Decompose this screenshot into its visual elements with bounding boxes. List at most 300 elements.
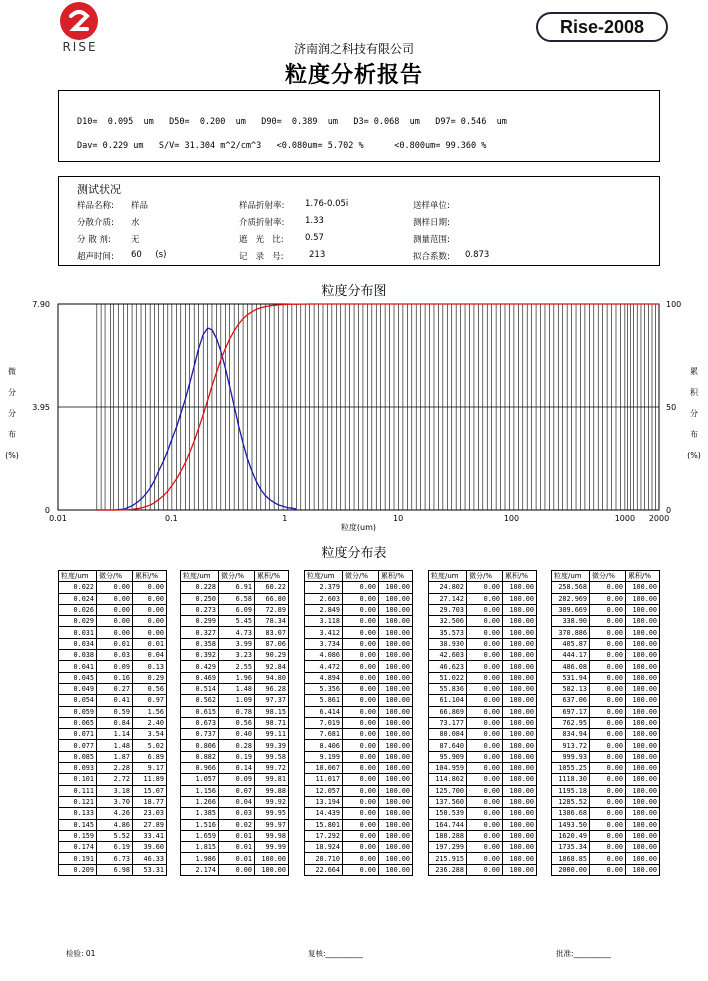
table-row bbox=[59, 638, 167, 649]
table-cell: 0.00 bbox=[343, 740, 379, 751]
table-cell: 100.00 bbox=[379, 661, 413, 672]
table-cell: 0.00 bbox=[97, 604, 133, 615]
table-row bbox=[429, 774, 537, 785]
medium-ri-value: 1.33 bbox=[305, 216, 324, 226]
table-header-cell: 微分/% bbox=[219, 571, 255, 582]
table-row bbox=[552, 842, 660, 853]
table-cell: 14.439 bbox=[305, 808, 343, 819]
table-cell: 100.00 bbox=[503, 706, 537, 717]
table-cell: 0.03 bbox=[219, 808, 255, 819]
table-cell: 164.744 bbox=[429, 819, 467, 830]
table-cell: 46.623 bbox=[429, 661, 467, 672]
test-range-label: 测量范围: bbox=[413, 235, 450, 245]
table-header-cell: 累积/% bbox=[133, 571, 167, 582]
y-left-tick-label: 7.90 bbox=[32, 300, 50, 309]
table-cell: 100.00 bbox=[503, 683, 537, 694]
table-cell: 99.99 bbox=[255, 842, 289, 853]
table-row bbox=[305, 751, 413, 762]
table-cell: 180.288 bbox=[429, 830, 467, 841]
x-tick-label: 0.1 bbox=[165, 514, 178, 523]
table-cell: 309.669 bbox=[552, 604, 590, 615]
table-cell: 0.84 bbox=[97, 717, 133, 728]
table-cell: 0.00 bbox=[590, 672, 626, 683]
table-cell: 197.299 bbox=[429, 842, 467, 853]
table-cell: 0.00 bbox=[467, 683, 503, 694]
table-header-cell: 粒度/um bbox=[181, 571, 219, 582]
table-cell: 0.737 bbox=[181, 729, 219, 740]
table-cell: 0.209 bbox=[59, 864, 97, 875]
table-cell: 0.00 bbox=[467, 661, 503, 672]
table-cell: 0.00 bbox=[467, 604, 503, 615]
table-group-4 bbox=[428, 570, 537, 876]
table-cell: 0.00 bbox=[343, 627, 379, 638]
table-cell: 100.00 bbox=[503, 650, 537, 661]
table-cell: 100.00 bbox=[626, 706, 660, 717]
table-cell: 0.00 bbox=[590, 616, 626, 627]
table-row bbox=[181, 593, 289, 604]
table-cell: 125.700 bbox=[429, 785, 467, 796]
table-cell: 3.70 bbox=[97, 796, 133, 807]
table-cell: 0.029 bbox=[59, 616, 97, 627]
table-cell: 0.273 bbox=[181, 604, 219, 615]
table-title: 粒度分布表 bbox=[321, 546, 387, 561]
table-row bbox=[59, 627, 167, 638]
table-header-cell: 粒度/um bbox=[552, 571, 590, 582]
table-cell: 0.00 bbox=[467, 808, 503, 819]
table-cell: 0.00 bbox=[343, 717, 379, 728]
table-row bbox=[552, 683, 660, 694]
table-row bbox=[552, 582, 660, 593]
table-cell: 0.00 bbox=[219, 864, 255, 875]
table-cell: 637.06 bbox=[552, 695, 590, 706]
table-cell: 1.986 bbox=[181, 853, 219, 864]
table-cell: 15.07 bbox=[133, 785, 167, 796]
table-row bbox=[429, 616, 537, 627]
table-cell: 0.00 bbox=[343, 593, 379, 604]
table-cell: 27.89 bbox=[133, 819, 167, 830]
table-cell: 100.00 bbox=[379, 763, 413, 774]
table-cell: 0.00 bbox=[590, 774, 626, 785]
table-cell: 0.469 bbox=[181, 672, 219, 683]
report-title: 粒度分析报告 bbox=[284, 63, 423, 88]
table-cell: 100.00 bbox=[626, 717, 660, 728]
table-cell: 0.00 bbox=[467, 638, 503, 649]
table-row bbox=[305, 683, 413, 694]
table-cell: 100.00 bbox=[626, 695, 660, 706]
table-row bbox=[429, 808, 537, 819]
table-row bbox=[181, 763, 289, 774]
table-cell: 0.562 bbox=[181, 695, 219, 706]
table-row bbox=[181, 729, 289, 740]
medium-ri-label: 介质折射率: bbox=[239, 218, 285, 228]
table-cell: 100.00 bbox=[503, 616, 537, 627]
table-cell: 51.022 bbox=[429, 672, 467, 683]
table-cell: 2.28 bbox=[97, 763, 133, 774]
table-cell: 99.88 bbox=[255, 785, 289, 796]
y-right-tick-label: 100 bbox=[666, 300, 682, 309]
table-cell: 29.703 bbox=[429, 604, 467, 615]
table-cell: 0.121 bbox=[59, 796, 97, 807]
table-row bbox=[429, 661, 537, 672]
table-cell: 0.00 bbox=[343, 729, 379, 740]
table-cell: 100.00 bbox=[379, 616, 413, 627]
table-cell: 0.01 bbox=[97, 638, 133, 649]
table-row bbox=[59, 582, 167, 593]
table-cell: 215.915 bbox=[429, 853, 467, 864]
table-cell: 66.80 bbox=[255, 593, 289, 604]
table-cell: 100.00 bbox=[503, 604, 537, 615]
table-cell: 100.00 bbox=[379, 593, 413, 604]
table-cell: 0.40 bbox=[219, 729, 255, 740]
table-cell: 100.00 bbox=[503, 842, 537, 853]
table-row bbox=[59, 853, 167, 864]
table-row bbox=[181, 582, 289, 593]
table-row bbox=[305, 796, 413, 807]
table-cell: 137.560 bbox=[429, 796, 467, 807]
table-row bbox=[181, 627, 289, 638]
table-row bbox=[429, 604, 537, 615]
summary-line-2: Dav= 0.229 um S/V= 31.304 m^2/cm^3 <0.080um= 5.702 % <0.800um= 99.360 % bbox=[77, 141, 487, 151]
table-cell: 0.514 bbox=[181, 683, 219, 694]
table-cell: 0.00 bbox=[467, 819, 503, 830]
table-cell: 258.568 bbox=[552, 582, 590, 593]
table-cell: 100.00 bbox=[379, 672, 413, 683]
table-cell: 99.81 bbox=[255, 774, 289, 785]
table-cell: 1.385 bbox=[181, 808, 219, 819]
table-row bbox=[305, 763, 413, 774]
table-cell: 1735.34 bbox=[552, 842, 590, 853]
table-cell: 100.00 bbox=[379, 774, 413, 785]
table-cell: 1.659 bbox=[181, 830, 219, 841]
table-cell: 0.00 bbox=[343, 853, 379, 864]
table-row bbox=[552, 853, 660, 864]
table-cell: 4.26 bbox=[97, 808, 133, 819]
table-cell: 3.23 bbox=[219, 650, 255, 661]
table-cell: 0.00 bbox=[343, 661, 379, 672]
table-cell: 3.18 bbox=[97, 785, 133, 796]
table-cell: 1055.25 bbox=[552, 763, 590, 774]
table-cell: 100.00 bbox=[626, 796, 660, 807]
table-row bbox=[59, 796, 167, 807]
table-cell: 0.00 bbox=[97, 616, 133, 627]
table-row bbox=[429, 819, 537, 830]
table-row bbox=[305, 853, 413, 864]
table-header-row bbox=[181, 571, 289, 582]
table-row bbox=[305, 729, 413, 740]
reviewer-field: 复核:__________ bbox=[308, 949, 364, 958]
table-row bbox=[305, 706, 413, 717]
table-cell: 100.00 bbox=[379, 627, 413, 638]
table-cell: 33.41 bbox=[133, 830, 167, 841]
table-cell: 0.00 bbox=[590, 717, 626, 728]
table-cell: 24.802 bbox=[429, 582, 467, 593]
table-row bbox=[429, 842, 537, 853]
table-cell: 100.00 bbox=[626, 763, 660, 774]
table-row bbox=[429, 864, 537, 875]
table-cell: 0.054 bbox=[59, 695, 97, 706]
table-cell: 100.00 bbox=[379, 683, 413, 694]
table-cell: 100.00 bbox=[379, 751, 413, 762]
table-cell: 100.00 bbox=[503, 695, 537, 706]
table-row bbox=[429, 627, 537, 638]
table-row bbox=[429, 785, 537, 796]
table-cell: 0.00 bbox=[590, 604, 626, 615]
table-cell: 0.00 bbox=[467, 616, 503, 627]
table-cell: 7.681 bbox=[305, 729, 343, 740]
table-cell: 100.00 bbox=[626, 785, 660, 796]
table-cell: 96.28 bbox=[255, 683, 289, 694]
table-cell: 1493.50 bbox=[552, 819, 590, 830]
table-cell: 1.516 bbox=[181, 819, 219, 830]
table-cell: 0.00 bbox=[343, 638, 379, 649]
table-header-cell: 累积/% bbox=[255, 571, 289, 582]
table-cell: 100.00 bbox=[503, 785, 537, 796]
table-cell: 3.412 bbox=[305, 627, 343, 638]
table-row bbox=[305, 808, 413, 819]
table-row bbox=[59, 751, 167, 762]
table-cell: 0.00 bbox=[467, 627, 503, 638]
table-cell: 0.00 bbox=[467, 763, 503, 774]
table-cell: 100.00 bbox=[379, 717, 413, 728]
table-cell: 17.292 bbox=[305, 830, 343, 841]
table-cell: 100.00 bbox=[503, 864, 537, 875]
table-cell: 98.71 bbox=[255, 717, 289, 728]
conditions-heading: 测试状况 bbox=[77, 183, 121, 196]
table-row bbox=[59, 774, 167, 785]
table-cell: 0.299 bbox=[181, 616, 219, 627]
table-row bbox=[429, 830, 537, 841]
table-row bbox=[59, 842, 167, 853]
table-cell: 100.00 bbox=[503, 672, 537, 683]
table-cell: 3.54 bbox=[133, 729, 167, 740]
table-cell: 0.111 bbox=[59, 785, 97, 796]
table-cell: 0.00 bbox=[467, 650, 503, 661]
table-cell: 20.710 bbox=[305, 853, 343, 864]
table-row bbox=[552, 706, 660, 717]
dispersant-value: 无 bbox=[131, 235, 140, 245]
table-cell: 0.00 bbox=[343, 672, 379, 683]
table-cell: 100.00 bbox=[626, 808, 660, 819]
table-row bbox=[305, 650, 413, 661]
table-row bbox=[429, 763, 537, 774]
table-cell: 99.95 bbox=[255, 808, 289, 819]
table-cell: 0.00 bbox=[590, 796, 626, 807]
table-cell: 0.00 bbox=[467, 582, 503, 593]
table-cell: 370.886 bbox=[552, 627, 590, 638]
table-cell: 0.00 bbox=[97, 593, 133, 604]
table-cell: 4.894 bbox=[305, 672, 343, 683]
table-cell: 11.017 bbox=[305, 774, 343, 785]
table-cell: 0.00 bbox=[467, 706, 503, 717]
table-cell: 0.00 bbox=[343, 796, 379, 807]
table-cell: 0.00 bbox=[590, 661, 626, 672]
table-row bbox=[59, 864, 167, 875]
table-row bbox=[181, 672, 289, 683]
table-cell: 531.94 bbox=[552, 672, 590, 683]
inspector-field: 检验: 01 bbox=[66, 949, 96, 958]
table-cell: 100.00 bbox=[626, 672, 660, 683]
table-cell: 1.156 bbox=[181, 785, 219, 796]
sample-ri-value: 1.76-0.05i bbox=[305, 199, 349, 209]
table-cell: 0.045 bbox=[59, 672, 97, 683]
y-right-axis-label: 累 bbox=[690, 367, 698, 376]
table-row bbox=[552, 729, 660, 740]
table-cell: 100.00 bbox=[626, 593, 660, 604]
table-row bbox=[429, 796, 537, 807]
conditions-box bbox=[58, 176, 660, 266]
table-cell: 100.00 bbox=[503, 582, 537, 593]
table-cell: 100.00 bbox=[626, 616, 660, 627]
table-cell: 0.00 bbox=[590, 650, 626, 661]
table-cell: 0.00 bbox=[467, 717, 503, 728]
table-row bbox=[59, 650, 167, 661]
table-cell: 0.01 bbox=[133, 638, 167, 649]
table-group-3 bbox=[304, 570, 413, 876]
table-row bbox=[429, 706, 537, 717]
table-cell: 0.673 bbox=[181, 717, 219, 728]
table-cell: 0.00 bbox=[343, 650, 379, 661]
table-cell: 83.07 bbox=[255, 627, 289, 638]
table-cell: 13.194 bbox=[305, 796, 343, 807]
table-cell: 0.00 bbox=[590, 582, 626, 593]
table-cell: 100.00 bbox=[379, 650, 413, 661]
table-cell: 66.869 bbox=[429, 706, 467, 717]
test-date-label: 测样日期: bbox=[413, 218, 450, 228]
table-cell: 94.80 bbox=[255, 672, 289, 683]
table-cell: 0.00 bbox=[467, 830, 503, 841]
table-row bbox=[181, 785, 289, 796]
table-cell: 2.603 bbox=[305, 593, 343, 604]
table-cell: 1620.49 bbox=[552, 830, 590, 841]
table-cell: 18.77 bbox=[133, 796, 167, 807]
table-row bbox=[305, 672, 413, 683]
table-cell: 0.966 bbox=[181, 763, 219, 774]
table-row bbox=[552, 695, 660, 706]
table-cell: 6.58 bbox=[219, 593, 255, 604]
y-left-axis-label: 分 bbox=[8, 388, 16, 397]
table-cell: 0.00 bbox=[97, 582, 133, 593]
table-cell: 0.00 bbox=[343, 830, 379, 841]
table-row bbox=[181, 864, 289, 875]
table-cell: 0.00 bbox=[590, 842, 626, 853]
table-cell: 0.00 bbox=[467, 842, 503, 853]
table-row bbox=[181, 717, 289, 728]
table-row bbox=[429, 729, 537, 740]
table-header-cell: 粒度/um bbox=[305, 571, 343, 582]
table-cell: 100.00 bbox=[503, 729, 537, 740]
table-cell: 0.00 bbox=[590, 763, 626, 774]
table-cell: 0.00 bbox=[133, 593, 167, 604]
y-right-axis-label: 分 bbox=[690, 409, 698, 418]
table-cell: 100.00 bbox=[379, 796, 413, 807]
table-row bbox=[181, 638, 289, 649]
company-logo bbox=[60, 2, 98, 40]
table-row bbox=[59, 729, 167, 740]
table-cell: 0.56 bbox=[219, 717, 255, 728]
table-cell: 0.29 bbox=[133, 672, 167, 683]
table-cell: 100.00 bbox=[379, 638, 413, 649]
table-cell: 2000.00 bbox=[552, 864, 590, 875]
table-cell: 100.00 bbox=[379, 808, 413, 819]
table-cell: 5.356 bbox=[305, 683, 343, 694]
table-header-cell: 微分/% bbox=[467, 571, 503, 582]
table-cell: 100.00 bbox=[503, 740, 537, 751]
table-cell: 1.87 bbox=[97, 751, 133, 762]
table-cell: 100.00 bbox=[379, 729, 413, 740]
table-cell: 0.077 bbox=[59, 740, 97, 751]
table-cell: 38.930 bbox=[429, 638, 467, 649]
table-cell: 0.00 bbox=[343, 819, 379, 830]
table-cell: 100.00 bbox=[503, 830, 537, 841]
table-cell: 444.17 bbox=[552, 650, 590, 661]
table-cell: 0.00 bbox=[467, 853, 503, 864]
table-cell: 7.019 bbox=[305, 717, 343, 728]
table-row bbox=[429, 683, 537, 694]
table-cell: 0.358 bbox=[181, 638, 219, 649]
dispersion-medium-label: 分散介质: bbox=[77, 218, 114, 228]
table-cell: 3.99 bbox=[219, 638, 255, 649]
table-cell: 0.00 bbox=[467, 593, 503, 604]
table-cell: 0.00 bbox=[590, 638, 626, 649]
table-cell: 0.085 bbox=[59, 751, 97, 762]
table-cell: 0.00 bbox=[467, 774, 503, 785]
table-cell: 0.071 bbox=[59, 729, 97, 740]
table-cell: 0.00 bbox=[133, 616, 167, 627]
table-cell: 60.22 bbox=[255, 582, 289, 593]
table-header-cell: 微分/% bbox=[97, 571, 133, 582]
table-row bbox=[552, 864, 660, 875]
table-row bbox=[305, 830, 413, 841]
table-cell: 22.664 bbox=[305, 864, 343, 875]
table-row bbox=[552, 740, 660, 751]
table-cell: 6.98 bbox=[97, 864, 133, 875]
table-cell: 762.95 bbox=[552, 717, 590, 728]
table-row bbox=[552, 661, 660, 672]
table-cell: 78.34 bbox=[255, 616, 289, 627]
table-header-cell: 微分/% bbox=[343, 571, 379, 582]
table-cell: 0.00 bbox=[590, 627, 626, 638]
y-right-axis-label: 积 bbox=[690, 388, 698, 397]
table-row bbox=[59, 616, 167, 627]
table-cell: 0.41 bbox=[97, 695, 133, 706]
table-header-row bbox=[305, 571, 413, 582]
table-cell: 3.118 bbox=[305, 616, 343, 627]
table-cell: 582.13 bbox=[552, 683, 590, 694]
y-right-tick-label: 50 bbox=[666, 403, 677, 412]
table-cell: 100.00 bbox=[503, 763, 537, 774]
table-cell: 0.022 bbox=[59, 582, 97, 593]
table-cell: 100.00 bbox=[379, 864, 413, 875]
table-row bbox=[59, 604, 167, 615]
x-tick-label: 1000 bbox=[614, 514, 636, 523]
table-row bbox=[305, 774, 413, 785]
table-cell: 3.734 bbox=[305, 638, 343, 649]
table-cell: 100.00 bbox=[379, 582, 413, 593]
table-cell: 0.19 bbox=[219, 751, 255, 762]
x-tick-label: 10 bbox=[393, 514, 404, 523]
table-cell: 2.55 bbox=[219, 661, 255, 672]
table-row bbox=[59, 830, 167, 841]
table-cell: 0.00 bbox=[590, 819, 626, 830]
table-cell: 23.03 bbox=[133, 808, 167, 819]
summary-box bbox=[58, 90, 660, 162]
table-header-row bbox=[429, 571, 537, 582]
table-cell: 6.91 bbox=[219, 582, 255, 593]
table-cell: 405.87 bbox=[552, 638, 590, 649]
table-cell: 0.00 bbox=[343, 785, 379, 796]
table-cell: 0.038 bbox=[59, 650, 97, 661]
table-cell: 0.09 bbox=[219, 774, 255, 785]
